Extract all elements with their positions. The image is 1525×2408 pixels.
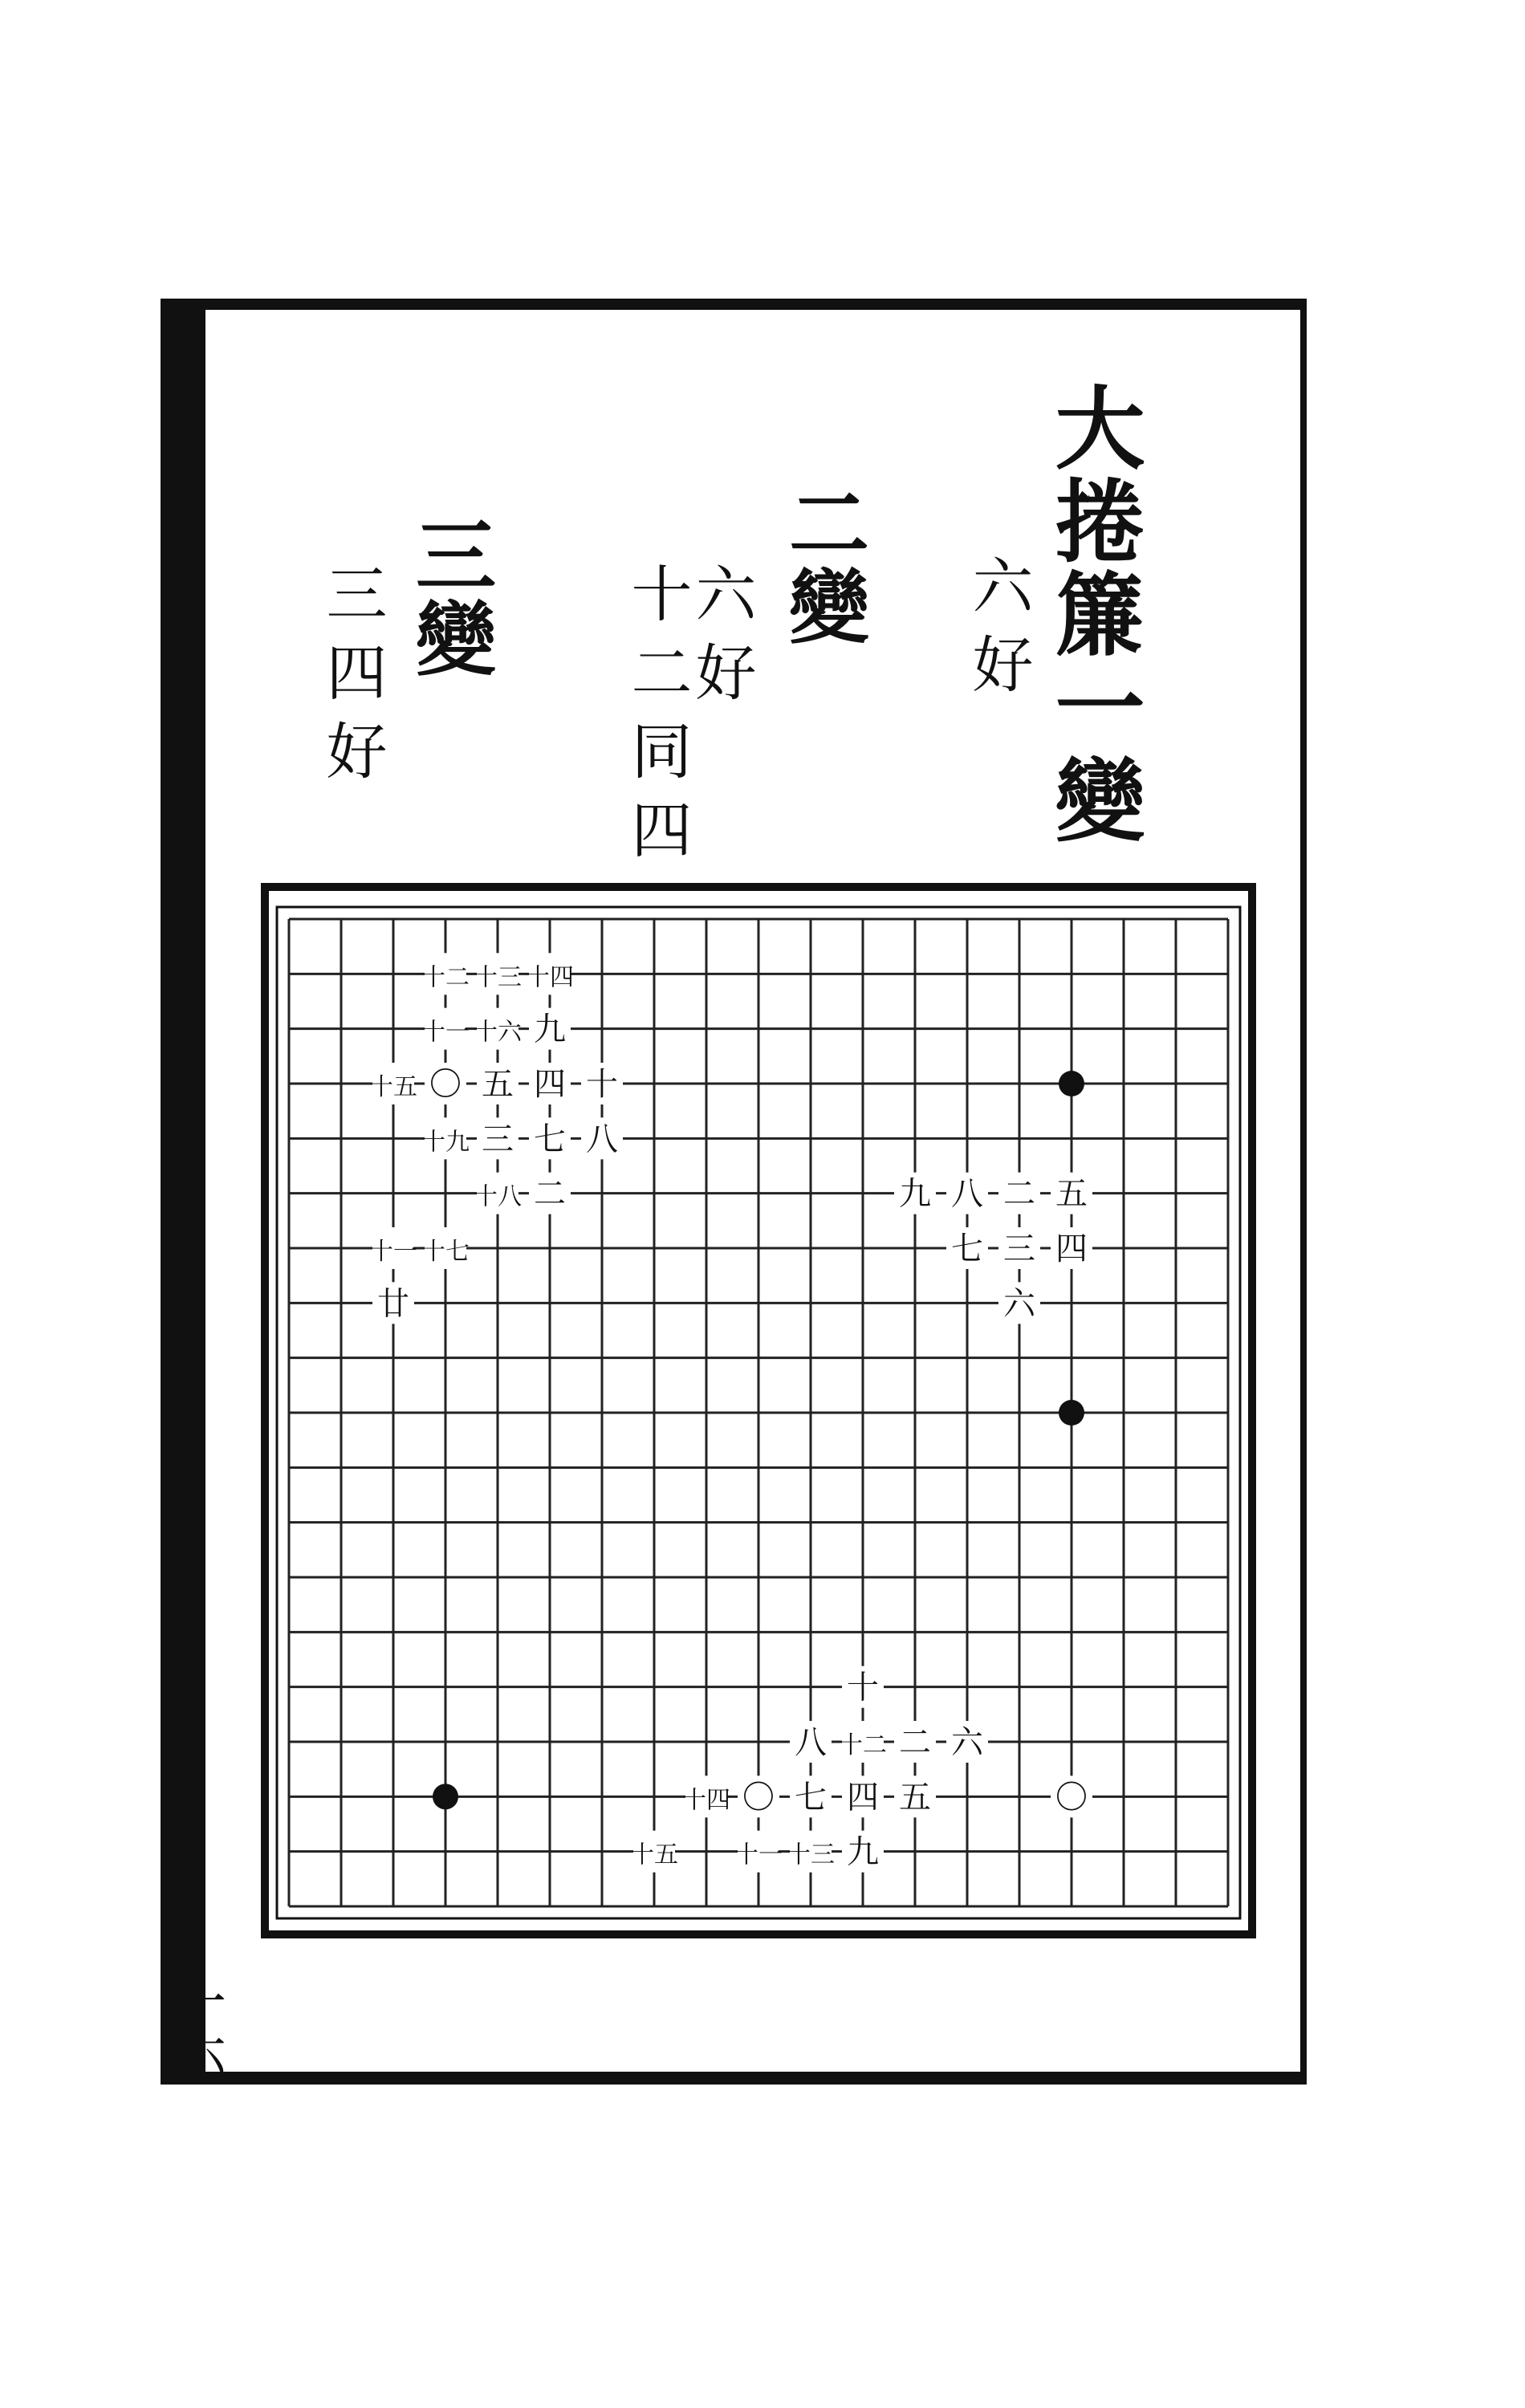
move-label: 十五: [630, 1841, 678, 1869]
move-label: 十四: [526, 963, 574, 992]
black-stone: [1059, 1071, 1084, 1096]
move-label: 九: [534, 1011, 566, 1048]
variation-3-note-1: 三四好: [316, 562, 388, 798]
move-label: 四: [847, 1779, 879, 1816]
move-label: 十七: [421, 1238, 470, 1266]
move-label: 五: [1055, 1175, 1088, 1213]
move-label: 十: [586, 1066, 618, 1103]
move-label: 九: [899, 1175, 931, 1213]
move-label: 十三: [474, 963, 522, 992]
move-label: 六: [1003, 1285, 1035, 1323]
move-label: 十五: [369, 1073, 417, 1101]
move-label: 十一: [369, 1238, 417, 1266]
move-label: 七: [951, 1230, 983, 1267]
move-label: 八: [951, 1175, 983, 1213]
move-label: 十三: [787, 1841, 835, 1869]
move-label: 四: [1055, 1230, 1088, 1267]
move-label: 十一: [421, 1018, 470, 1047]
move-label: 十六: [474, 1018, 522, 1047]
move-label: 〇: [742, 1779, 775, 1816]
move-label: 七: [795, 1779, 827, 1816]
move-label: 十九: [421, 1128, 470, 1157]
move-label: 六: [951, 1724, 983, 1761]
move-label: 四: [534, 1066, 566, 1103]
move-label: 廿: [377, 1285, 409, 1323]
move-label: 九: [847, 1833, 879, 1871]
move-label: 八: [795, 1724, 827, 1761]
move-label: 十八: [474, 1182, 522, 1211]
page-title: 大捲簾一變: [1040, 381, 1145, 847]
title-note: 六好: [962, 554, 1034, 711]
move-label: 七: [534, 1121, 566, 1158]
variation-2-note-2: 十二同四: [621, 562, 693, 877]
move-label: 〇: [1055, 1779, 1088, 1816]
variation-2-title: 二變: [775, 482, 870, 649]
move-label: 八: [586, 1121, 618, 1158]
move-label: 〇: [429, 1066, 462, 1103]
move-label: 十四: [682, 1786, 730, 1815]
page-number: 一六: [166, 1975, 226, 2077]
move-label: 二: [1003, 1175, 1035, 1213]
black-stone: [433, 1784, 458, 1809]
move-label: 十二: [839, 1731, 887, 1759]
move-label: 十: [847, 1669, 879, 1706]
move-label: 三: [482, 1121, 514, 1158]
move-label: 二: [534, 1175, 566, 1213]
move-label: 五: [482, 1066, 514, 1103]
variation-3-title: 三變: [402, 514, 497, 681]
variation-2-note-1: 六好: [685, 562, 757, 719]
move-label: 十二: [421, 963, 470, 992]
move-label: 十一: [734, 1841, 783, 1869]
move-label: 五: [899, 1779, 931, 1816]
move-label: 二: [899, 1724, 931, 1761]
black-stone: [1059, 1400, 1084, 1426]
move-label: 三: [1003, 1230, 1035, 1267]
